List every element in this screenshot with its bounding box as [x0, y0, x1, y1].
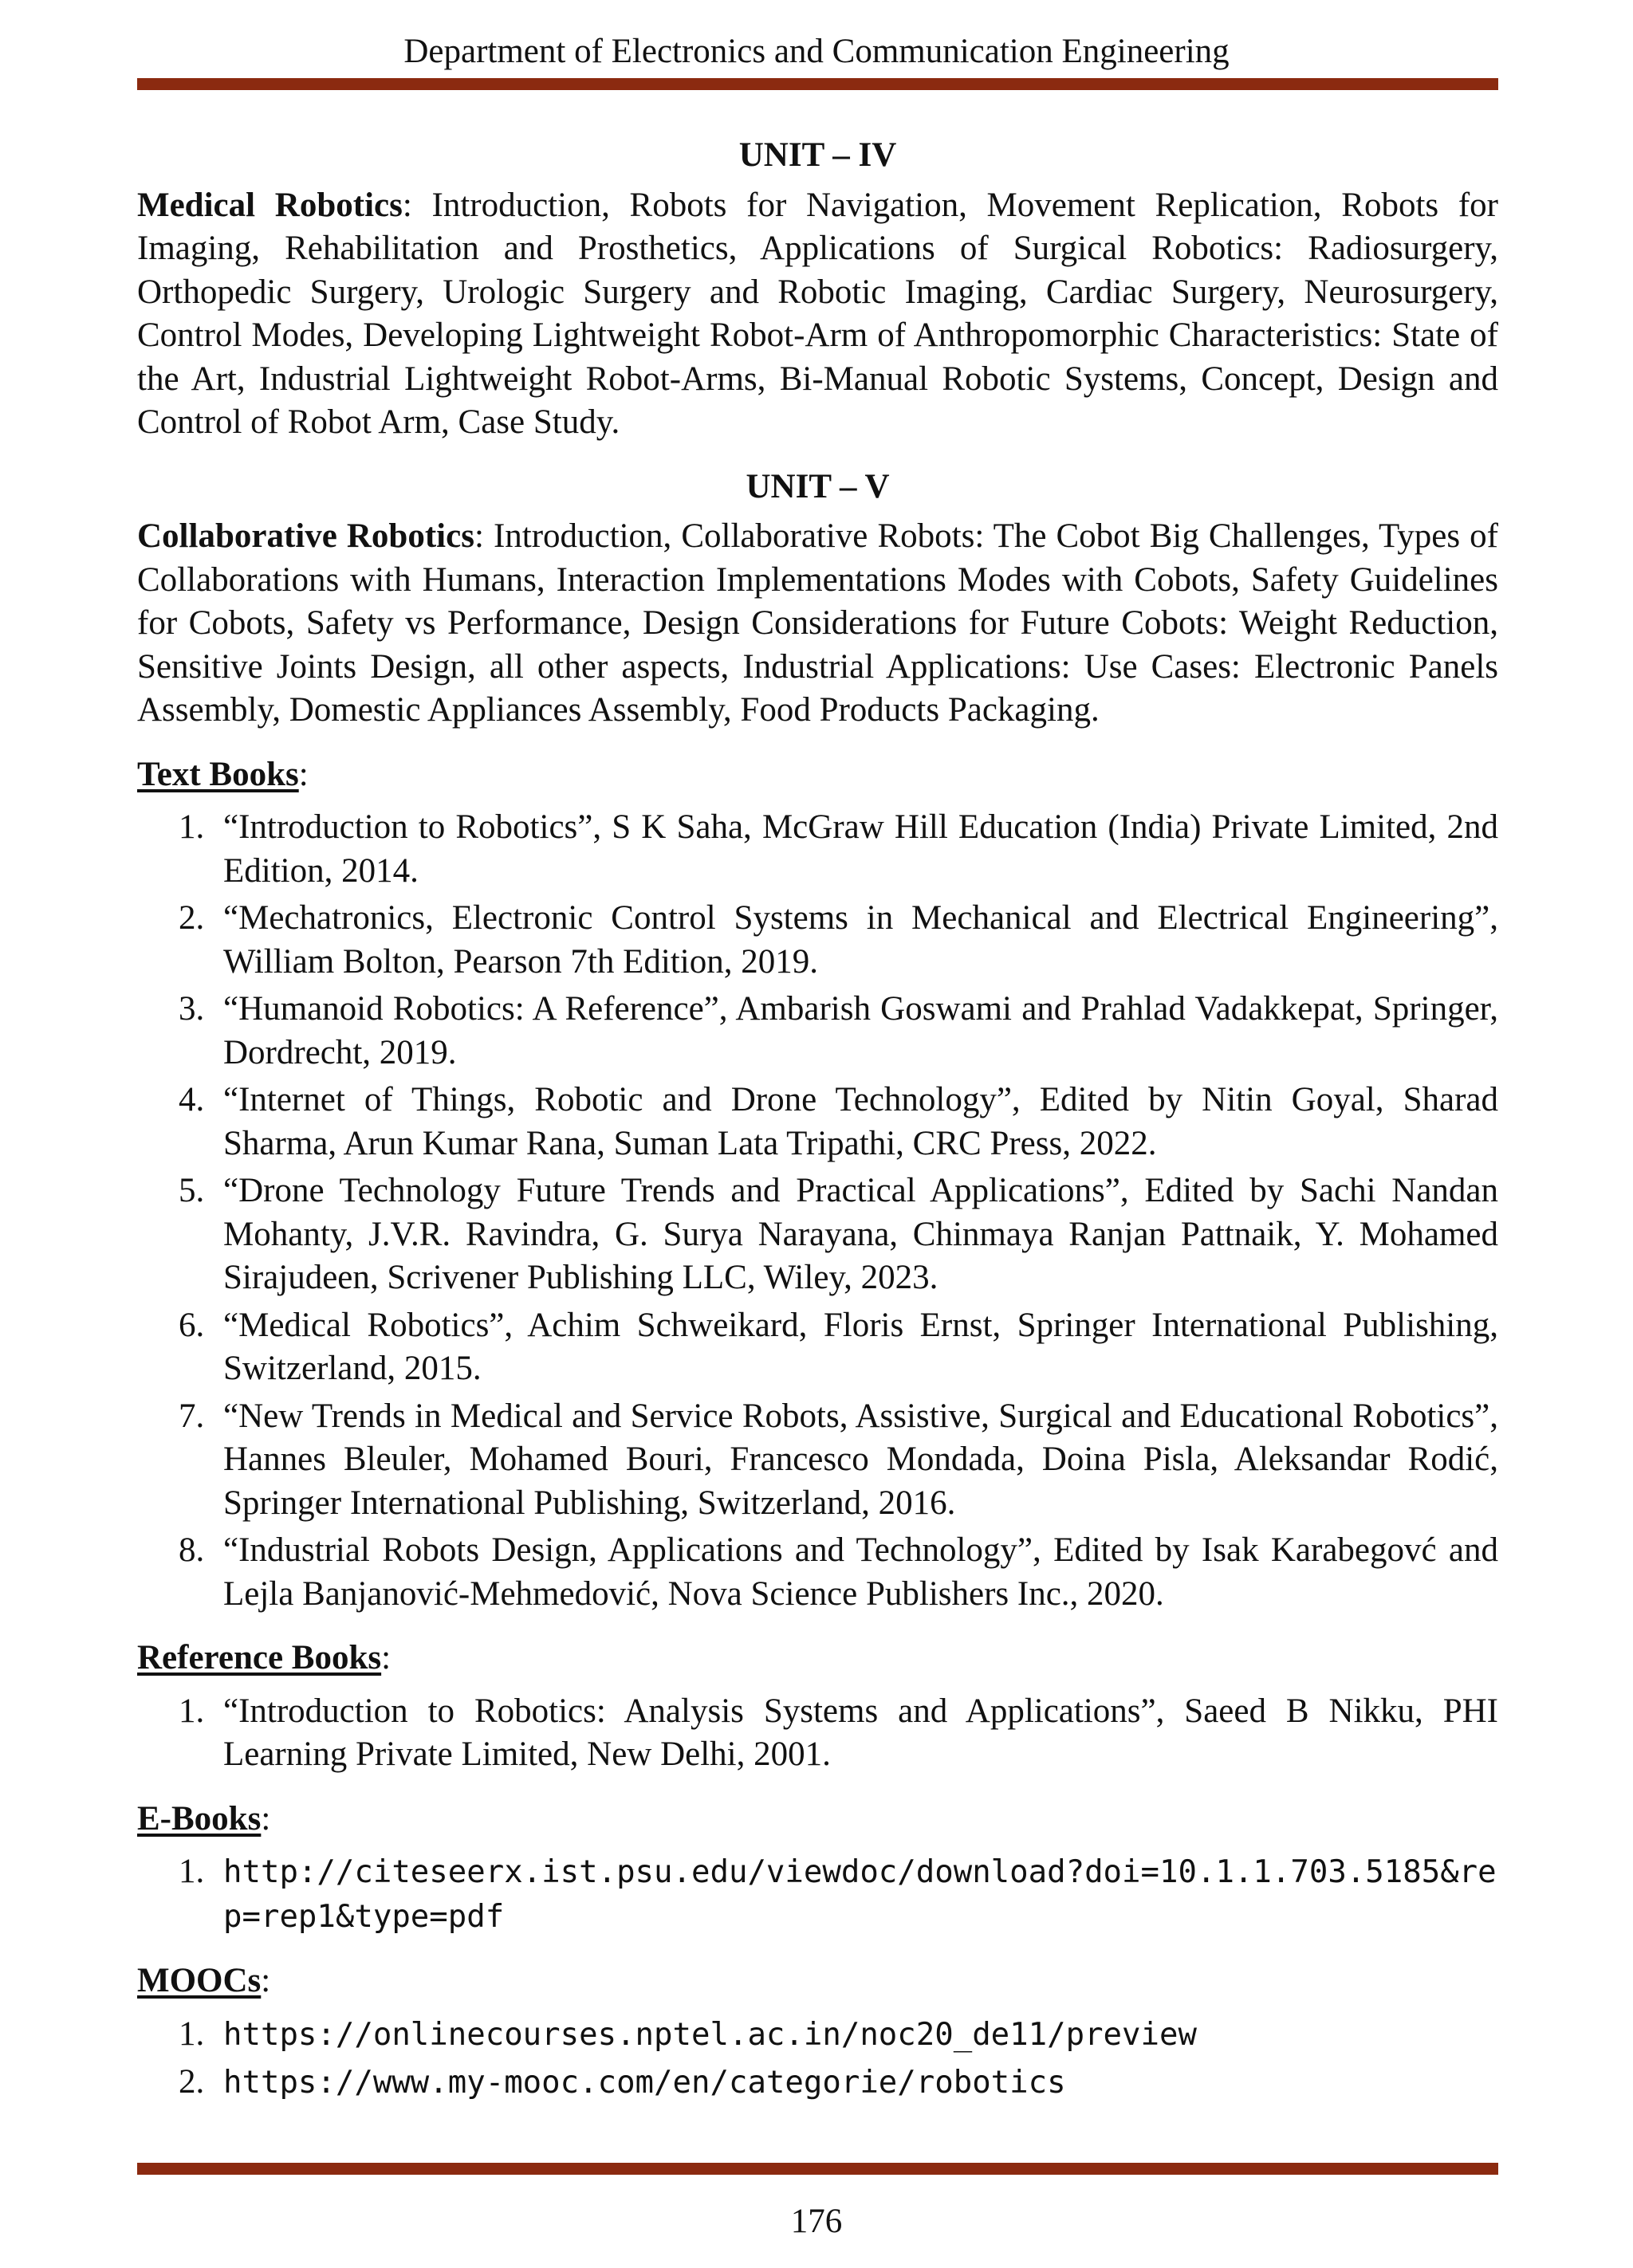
- moocs-list: [137, 2013, 1498, 2105]
- list-item: 4. “Internet of Things, Robotic and Drone Technology”, Edited by Nitin Goyal, Sharad Sharma, Arun Kumar Rana, Suman Lata Tripathi, CRC Press, 2022.: [179, 1081, 1498, 1162]
- unit-5-heading: UNIT – V: [746, 467, 890, 505]
- ebook-link[interactable]: http://citeseerx.ist.psu.edu/viewdoc/download?doi=10.1.1.703.5185&rep=rep1&type=pdf: [223, 1854, 1497, 1935]
- mooc-link[interactable]: https://www.my-mooc.com/en/categorie/robotics: [223, 2065, 1066, 2101]
- moocs-heading: MOOCs:: [137, 1962, 271, 1999]
- list-item: 7. “New Trends in Medical and Service Robots, Assistive, Surgical and Educational Robotics”, Hannes Bleuler, Mohamed Bouri, Francesco Mondada, Doina Pisla, Aleksandar Rodić, Springer International Publishing, Switzerland, 2016.: [179, 1397, 1498, 1522]
- ebooks-list: [137, 1850, 1498, 1939]
- page-number: 176: [790, 2203, 843, 2240]
- unit-5-body: : Introduction, Collaborative Robots: The Cobot Big Challenges, Types of Collaborations with Humans, Interaction Implementations Modes with Cobots, Safety Guidelines for Cobots, Safety vs Performance, Design Considerations for Future Cobots: Weight Reduction, Sensitive Joints Design, all other aspects, Industrial Applications: Use Cases: Electronic Panels Assembly, Domestic Appliances Assembly, Food Products Packaging.: [137, 517, 1498, 729]
- text-books-heading: Text Books:: [137, 755, 309, 793]
- list-item: 5. “Drone Technology Future Trends and Practical Applications”, Edited by Sachi Nandan Mohanty, J.V.R. Ravindra, G. Surya Narayana, Chinmaya Ranjan Pattnaik, Y. Mohamed Sirajudeen, Scrivener Publishing LLC, Wiley, 2023.: [179, 1172, 1498, 1296]
- footer-rule: [137, 2163, 1498, 2175]
- page-content: [137, 134, 1498, 2109]
- ebook-link-item[interactable]: 1. http://citeseerx.ist.psu.edu/viewdoc/download?doi=10.1.1.703.5185&rep=rep1&type=pdf: [179, 1853, 1497, 1935]
- unit-5-lead: Collaborative Robotics: [137, 517, 474, 555]
- ebooks-heading: E-Books:: [137, 1799, 271, 1838]
- reference-books-heading: Reference Books:: [137, 1639, 392, 1676]
- list-item: 6. “Medical Robotics”, Achim Schweikard, Floris Ernst, Springer International Publishing, Switzerland, 2015.: [179, 1306, 1498, 1387]
- mooc-link[interactable]: https://onlinecourses.nptel.ac.in/noc20_de11/preview: [223, 2016, 1197, 2053]
- text-books-list: [137, 806, 1498, 1616]
- page-header: Department of Electronics and Communication Engineering: [403, 33, 1230, 70]
- list-item: 2. “Mechatronics, Electronic Control Systems in Mechanical and Electrical Engineering”, William Bolton, Pearson 7th Edition, 2019.: [179, 899, 1498, 981]
- list-item: 8. “Industrial Robots Design, Applications and Technology”, Edited by Isak Karabegovć and Lejla Banjanović-Mehmedović, Nova Science Publishers Inc., 2020.: [179, 1531, 1498, 1613]
- unit-4-body: : Introduction, Robots for Navigation, Movement Replication, Robots for Imaging, Rehabilitation and Prosthetics, Applications of Surgical Robotics: Radiosurgery, Orthopedic Surgery, Urologic Surgery and Robotic Imaging, Cardiac Surgery, Neurosurgery, Control Modes, Developing Lightweight Robot-Arm of Anthropomorphic Characteristics: State of the Art, Industrial Lightweight Robot-Arms, Bi-Manual Robotic Systems, Concept, Design and Control of Robot Arm, Case Study.: [137, 186, 1498, 441]
- reference-books-list: [137, 1690, 1498, 1777]
- list-item: 1. “Introduction to Robotics”, S K Saha, McGraw Hill Education (India) Private Limited, 2nd Edition, 2014.: [179, 808, 1498, 890]
- header-rule: [137, 78, 1498, 90]
- list-item: 3. “Humanoid Robotics: A Reference”, Ambarish Goswami and Prahlad Vadakkepat, Springer, Dordrecht, 2019.: [179, 990, 1498, 1071]
- mooc-link-item[interactable]: 1. https://onlinecourses.nptel.ac.in/noc20_de11/preview: [179, 2014, 1197, 2053]
- mooc-link-item[interactable]: 2. https://www.my-mooc.com/en/categorie/robotics: [179, 2063, 1066, 2101]
- unit-4-paragraph: [137, 184, 1498, 445]
- unit-4-lead: Medical Robotics: [137, 186, 403, 224]
- list-item: 1. “Introduction to Robotics: Analysis Systems and Applications”, Saeed B Nikku, PHI Learning Private Limited, New Delhi, 2001.: [179, 1692, 1498, 1773]
- unit-5-paragraph: [137, 515, 1498, 733]
- unit-4-heading: UNIT – IV: [738, 136, 897, 174]
